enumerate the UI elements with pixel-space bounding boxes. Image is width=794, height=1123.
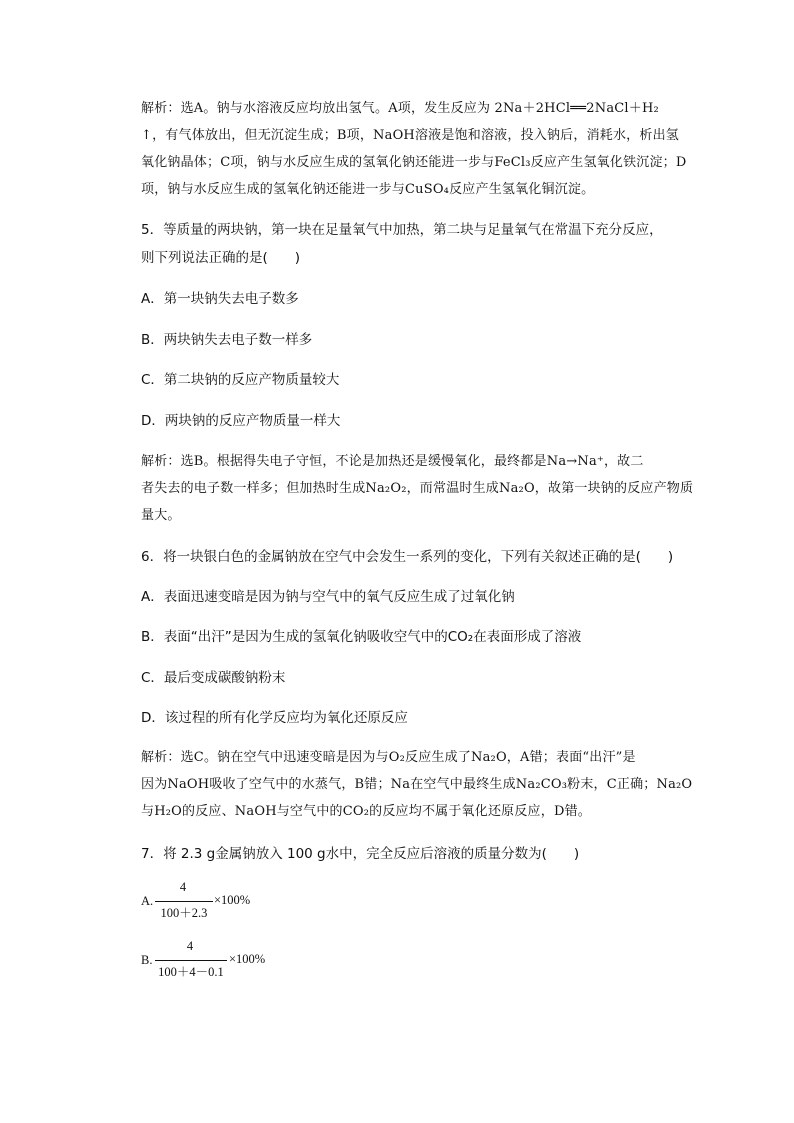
option-a-suffix: ×100% — [214, 893, 251, 907]
option-a-numerator: 4 — [179, 880, 187, 894]
explanation-q6-line2: 因为NaOH吸收了空气中的水蒸气，B错；Na在空气中最终生成Na₂CO₃粉末，C正确；Na₂O — [141, 777, 693, 792]
question-6-option-d: D．该过程的所有化学反应均为氧化还原反应 — [141, 710, 408, 726]
question-6-option-b: B．表面“出汗”是因为生成的氢氧化钠吸收空气中的CO₂在表面形成了溶液 — [141, 629, 582, 645]
explanation-q5-line3: 量大。 — [141, 508, 181, 523]
explanation-q4-line2: ↑，有气体放出，但无沉淀生成；B项，NaOH溶液是饱和溶液，投入钠后，消耗水，析出氢 — [141, 128, 679, 143]
question-5-option-a: A．第一块钠失去电子数多 — [141, 291, 299, 307]
question-5-option-d: D．两块钠的反应产物质量一样大 — [141, 413, 341, 429]
question-5-option-c: C．第二块钠的反应产物质量较大 — [141, 372, 340, 388]
question-5-option-b: B．两块钠失去电子数一样多 — [141, 332, 313, 348]
option-b-numerator: 4 — [186, 939, 194, 953]
question-6-option-c: C．最后变成碳酸钠粉末 — [141, 670, 286, 686]
question-5-stem-line2: 则下列说法正确的是( ) — [141, 250, 301, 266]
option-b-label: B. — [141, 953, 153, 967]
explanation-q5-line1: 解析：选B。根据得失电子守恒，不论是加热还是缓慢氧化，最终都是Na→Na⁺，故二 — [141, 454, 644, 469]
option-b-fraction-bar — [155, 960, 227, 961]
question-7-stem: 7．将 2.3 g金属钠放入 100 g水中，完全反应后溶液的质量分数为( ) — [141, 846, 580, 862]
explanation-q6-line1: 解析：选C。钠在空气中迅速变暗是因为与O₂反应生成了Na₂O，A错；表面“出汗”是 — [141, 750, 636, 765]
question-7-option-b — [141, 939, 321, 985]
explanation-q6-line3: 与H₂O的反应、NaOH与空气中的CO₂的反应均不属于氧化还原反应，D错。 — [141, 804, 591, 819]
explanation-q4-line3: 氧化钠晶体；C项，钠与水反应生成的氢氧化钠还能进一步与FeCl₃反应产生氢氧化铁沉淀；D — [141, 155, 687, 170]
explanation-q4-line4: 项，钠与水反应生成的氢氧化钠还能进一步与CuSO₄反应产生氢氧化铜沉淀。 — [141, 182, 595, 197]
question-5-stem-line1: 5．等质量的两块钠，第一块在足量氧气中加热，第二块与足量氧气在常温下充分反应， — [141, 222, 663, 238]
question-6-option-a: A．表面迅速变暗是因为钠与空气中的氧气反应生成了过氧化钠 — [141, 589, 515, 605]
option-b-denominator: 100＋4－0.1 — [158, 965, 224, 979]
option-a-denominator: 100＋2.3 — [160, 906, 208, 920]
option-a-label: A. — [141, 894, 154, 908]
option-b-suffix: ×100% — [229, 952, 266, 966]
explanation-q4-line1: 解析：选A。钠与水溶液反应均放出氢气。A项，发生反应为 2Na＋2HCl══2NaCl＋H₂ — [141, 101, 659, 116]
question-7-option-a — [141, 880, 301, 926]
option-a-fraction-bar — [155, 901, 213, 902]
question-6-stem: 6．将一块银白色的金属钠放在空气中会发生一系列的变化，下列有关叙述正确的是( ) — [141, 549, 674, 565]
explanation-q5-line2: 者失去的电子数一样多；但加热时生成Na₂O₂，而常温时生成Na₂O，故第一块钠的反应产物质 — [141, 481, 694, 496]
